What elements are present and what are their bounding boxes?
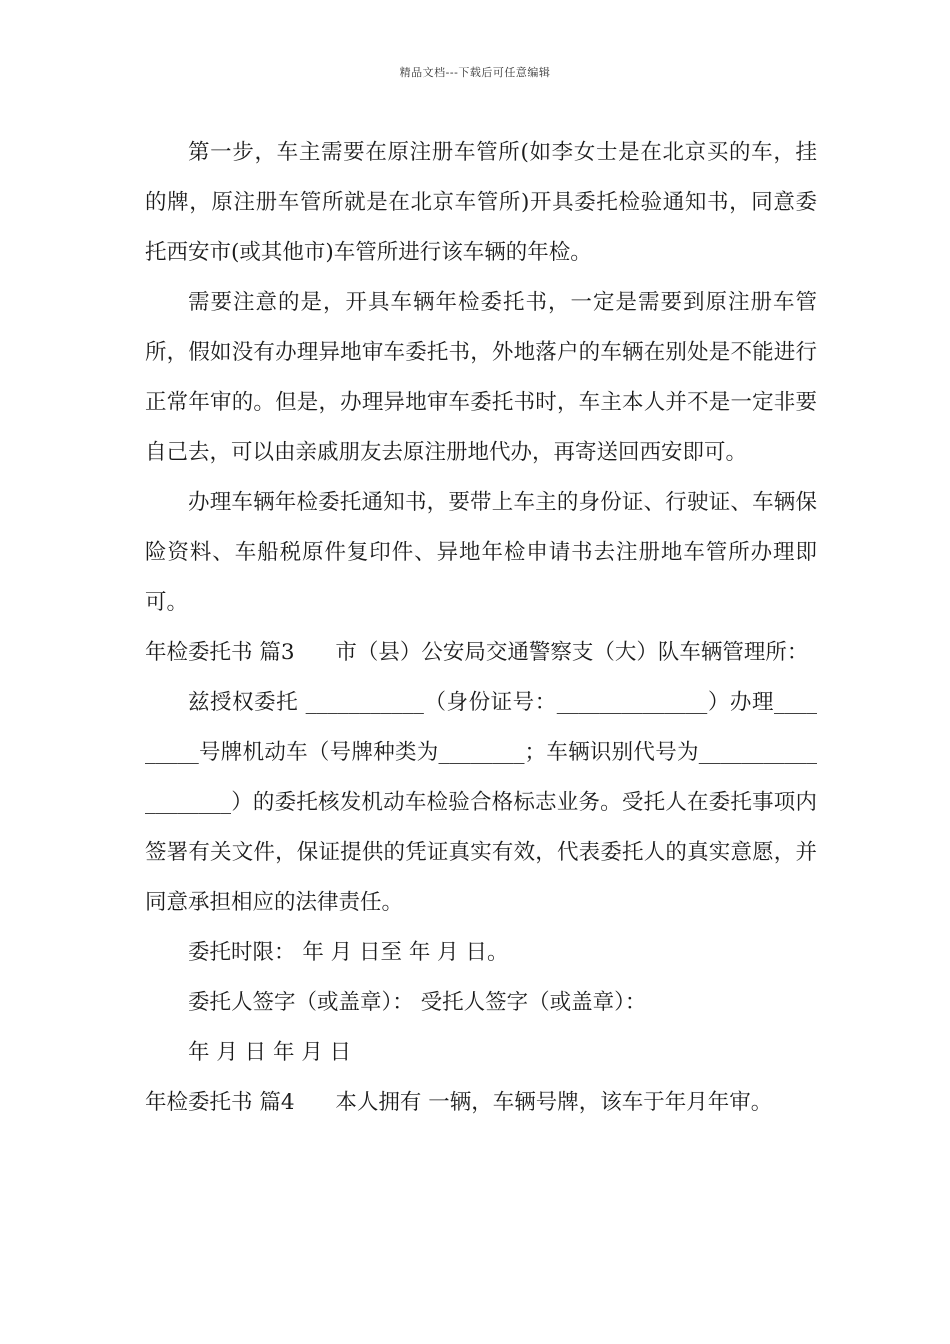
paragraph-notice: 需要注意的是，开具车辆年检委托书，一定是需要到原注册车管所，假如没有办理异地审车委托书，外地落户的车辆在别处是不能进行正常年审的。但是，办理异地审车委托书时，车主本人并不是一定非要自己去，可以由亲戚朋友去原注册地代办，再寄送回西安即可。	[145, 290, 817, 465]
section-4-title: 年检委托书 篇4	[145, 1090, 295, 1115]
paragraph-documents: 办理车辆年检委托通知书，要带上车主的身份证、行驶证、车辆保险资料、车船税原件复印件、异地年检申请书去注册地车管所办理即可。	[145, 490, 817, 615]
paragraph-authorization: 兹授权委托 ___________（身份证号：______________）办理_________号牌机动车（号牌种类为________；车辆识别代号为___________________）的委托核发机动车检验合格标志业务。受托人在委托事项内签署有关文件，保证提供的凭证真实有效，代表委托人的真实意愿，并同意承担相应的法律责任。	[145, 690, 817, 915]
paragraph-dates: 年 月 日 年 月 日	[188, 1040, 352, 1065]
section-4-line	[145, 1078, 817, 1128]
paragraph-term: 委托时限： 年 月 日至 年 月 日。	[188, 940, 509, 965]
paragraph-step-one: 第一步，车主需要在原注册车管所(如李女士是在北京买的车，挂的牌，原注册车管所就是在北京车管所)开具委托检验通知书，同意委托西安市(或其他市)车管所进行该车辆的年检。	[145, 140, 817, 265]
document-body	[145, 128, 817, 1128]
section-4-text: 本人拥有 一辆，车辆号牌，该车于年月年审。	[335, 1090, 773, 1115]
section-3-title: 年检委托书 篇3	[145, 640, 295, 665]
paragraph-signatures: 委托人签字（或盖章）： 受托人签字（或盖章）：	[188, 990, 647, 1015]
page-header: 精品文档---下载后可任意编辑	[399, 66, 551, 79]
section-3-addressee: 市（县）公安局交通警察支（大）队车辆管理所：	[335, 640, 809, 665]
section-3-line	[145, 628, 817, 678]
